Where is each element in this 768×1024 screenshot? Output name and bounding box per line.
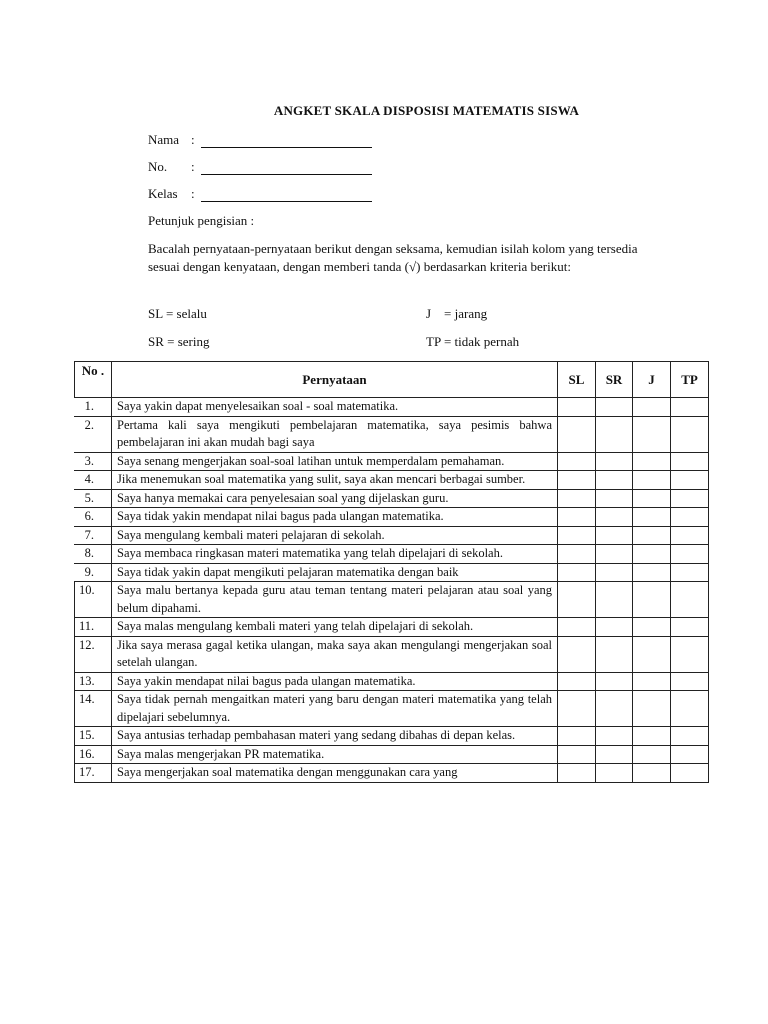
answer-cell-tp[interactable] [671,672,709,691]
answer-cell-j[interactable] [633,636,671,672]
answer-cell-tp[interactable] [671,452,709,471]
answer-cell-j[interactable] [633,563,671,582]
answer-cell-sl[interactable] [558,508,596,527]
answer-cell-sl[interactable] [558,526,596,545]
answer-cell-sl[interactable] [558,691,596,727]
row-statement: Saya hanya memakai cara penyelesaian soal yang dijelaskan guru. [112,489,558,508]
answer-cell-sl[interactable] [558,489,596,508]
row-statement: Saya tidak pernah mengaitkan materi yang baru dengan materi matematika yang telah dipelajari sebelumnya. [112,691,558,727]
answer-cell-j[interactable] [633,745,671,764]
answer-cell-sr[interactable] [596,545,633,564]
answer-cell-j[interactable] [633,691,671,727]
answer-cell-j[interactable] [633,526,671,545]
answer-cell-tp[interactable] [671,545,709,564]
row-number: 9. [61,563,98,582]
header-j: J [633,362,671,398]
table-row [75,672,709,691]
header-statement: Pernyataan [112,362,558,398]
name-blank-line[interactable] [201,133,372,148]
row-statement: Saya membaca ringkasan materi matematika yang telah dipelajari di sekolah. [112,545,558,564]
header-sl: SL [558,362,596,398]
answer-cell-tp[interactable] [671,471,709,490]
answer-cell-sr[interactable] [596,398,633,417]
answer-cell-j[interactable] [633,545,671,564]
answer-cell-sr[interactable] [596,672,633,691]
document-title: ANGKET SKALA DISPOSISI MATEMATIS SISWA [273,103,580,118]
class-field [148,186,372,204]
table-row [75,452,709,471]
answer-cell-tp[interactable] [671,489,709,508]
number-field [148,159,372,177]
answer-cell-sr[interactable] [596,563,633,582]
answer-cell-sl[interactable] [558,545,596,564]
class-colon: : [191,186,195,201]
answer-cell-sr[interactable] [596,582,633,618]
table-row [75,489,709,508]
row-number: 3. [61,452,98,471]
answer-cell-tp[interactable] [671,416,709,452]
answer-cell-j[interactable] [633,452,671,471]
table-row [75,618,709,637]
answer-cell-sr[interactable] [596,489,633,508]
answer-cell-sr[interactable] [596,452,633,471]
answer-cell-tp[interactable] [671,745,709,764]
row-number: 15. [75,727,112,746]
answer-cell-sr[interactable] [596,416,633,452]
name-label: Nama [148,132,180,147]
answer-cell-tp[interactable] [671,764,709,783]
instructions-title: Petunjuk pengisian : [148,213,255,228]
header-tp: TP [671,362,709,398]
answer-cell-sl[interactable] [558,764,596,783]
number-blank-line[interactable] [201,160,372,175]
answer-cell-sr[interactable] [596,526,633,545]
answer-cell-tp[interactable] [671,398,709,417]
row-statement: Saya malas mengerjakan PR matematika. [112,745,558,764]
table-row [75,398,709,417]
answer-cell-sr[interactable] [596,508,633,527]
answer-cell-sl[interactable] [558,672,596,691]
answer-cell-j[interactable] [633,582,671,618]
answer-cell-sr[interactable] [596,471,633,490]
table-row [75,416,709,452]
table-row [75,545,709,564]
row-number: 1. [61,398,98,417]
answer-cell-j[interactable] [633,416,671,452]
row-statement: Saya malu bertanya kepada guru atau teman tentang materi pelajaran atau soal yang belum dipahami. [112,582,558,618]
answer-cell-j[interactable] [633,471,671,490]
row-statement: Saya antusias terhadap pembahasan materi yang sedang dibahas di depan kelas. [112,727,558,746]
answer-cell-sl[interactable] [558,563,596,582]
answer-cell-tp[interactable] [671,691,709,727]
table-row [75,727,709,746]
instructions-text: Bacalah pernyataan-pernyataan berikut dengan seksama, kemudian isilah kolom yang tersedia sesuai dengan kenyataan, dengan memberi tanda (√) berdasarkan kriteria berikut: [148,241,638,274]
table-row [75,582,709,618]
row-statement: Saya yakin mendapat nilai bagus pada ulangan matematika. [112,672,558,691]
table-row [75,508,709,527]
answer-cell-sr[interactable] [596,745,633,764]
answer-cell-tp[interactable] [671,727,709,746]
number-label: No. [148,159,168,174]
table-header-row [75,362,709,398]
row-number: 5. [61,489,98,508]
row-number: 4. [61,471,98,490]
answer-cell-sl[interactable] [558,636,596,672]
answer-cell-j[interactable] [633,727,671,746]
answer-cell-sl[interactable] [558,452,596,471]
criteria-j: J = jarang [426,306,488,321]
answer-cell-j[interactable] [633,672,671,691]
row-number: 16. [75,745,112,764]
table-row [75,471,709,490]
row-number: 13. [75,672,112,691]
row-number: 2. [61,416,98,452]
answer-cell-j[interactable] [633,489,671,508]
answer-cell-j[interactable] [633,764,671,783]
row-statement: Saya senang mengerjakan soal-soal latihan untuk memperdalam pemahaman. [112,452,558,471]
row-statement: Jika saya merasa gagal ketika ulangan, maka saya akan mengulangi mengerjakan soal setelah ulangan. [112,636,558,672]
header-no: No . [75,362,112,398]
row-number: 17. [75,764,112,783]
answer-cell-sl[interactable] [558,471,596,490]
row-number: 6. [61,508,98,527]
row-statement: Saya yakin dapat menyelesaikan soal - soal matematika. [112,398,558,417]
answer-cell-tp[interactable] [671,508,709,527]
row-number: 14. [75,691,112,727]
row-number: 12. [75,636,112,672]
criteria-sl: SL = selalu [148,306,207,321]
answer-cell-sl[interactable] [558,618,596,637]
answer-cell-j[interactable] [633,618,671,637]
answer-cell-sr[interactable] [596,764,633,783]
answer-cell-sr[interactable] [596,618,633,637]
answer-cell-sl[interactable] [558,398,596,417]
row-statement: Saya tidak yakin dapat mengikuti pelajaran matematika dengan baik [112,563,558,582]
table-row [75,563,709,582]
number-colon: : [191,159,195,174]
row-number: 10. [75,582,112,618]
name-field [148,132,372,150]
criteria-sr: SR = sering [148,334,210,349]
row-statement: Pertama kali saya mengikuti pembelajaran matematika, saya pesimis bahwa pembelajaran ini akan mudah bagi saya [112,416,558,452]
answer-cell-tp[interactable] [671,526,709,545]
answer-cell-j[interactable] [633,508,671,527]
criteria-tp: TP = tidak pernah [426,334,520,349]
row-statement: Jika menemukan soal matematika yang sulit, saya akan mencari berbagai sumber. [112,471,558,490]
table-row [75,691,709,727]
answer-cell-sl[interactable] [558,416,596,452]
name-colon: : [191,132,195,147]
answer-cell-sl[interactable] [558,582,596,618]
table-row [75,745,709,764]
table-row [75,636,709,672]
answer-cell-sl[interactable] [558,727,596,746]
answer-cell-sr[interactable] [596,727,633,746]
answer-cell-tp[interactable] [671,563,709,582]
row-statement: Saya tidak yakin mendapat nilai bagus pada ulangan matematika. [112,508,558,527]
table-row [75,764,709,783]
class-label: Kelas [148,186,178,201]
row-statement: Saya malas mengulang kembali materi yang telah dipelajari di sekolah. [112,618,558,637]
answer-cell-tp[interactable] [671,582,709,618]
row-number: 7. [61,526,98,545]
row-number: 8. [61,545,98,564]
row-statement: Saya mengulang kembali materi pelajaran di sekolah. [112,526,558,545]
answer-cell-sl[interactable] [558,745,596,764]
answer-cell-sr[interactable] [596,691,633,727]
row-statement: Saya mengerjakan soal matematika dengan menggunakan cara yang [112,764,558,783]
questionnaire-table [74,361,709,783]
answer-cell-j[interactable] [633,398,671,417]
header-sr: SR [596,362,633,398]
table-row [75,526,709,545]
row-number: 11. [75,618,112,637]
answer-cell-tp[interactable] [671,636,709,672]
class-blank-line[interactable] [201,187,372,202]
answer-cell-tp[interactable] [671,618,709,637]
answer-cell-sr[interactable] [596,636,633,672]
